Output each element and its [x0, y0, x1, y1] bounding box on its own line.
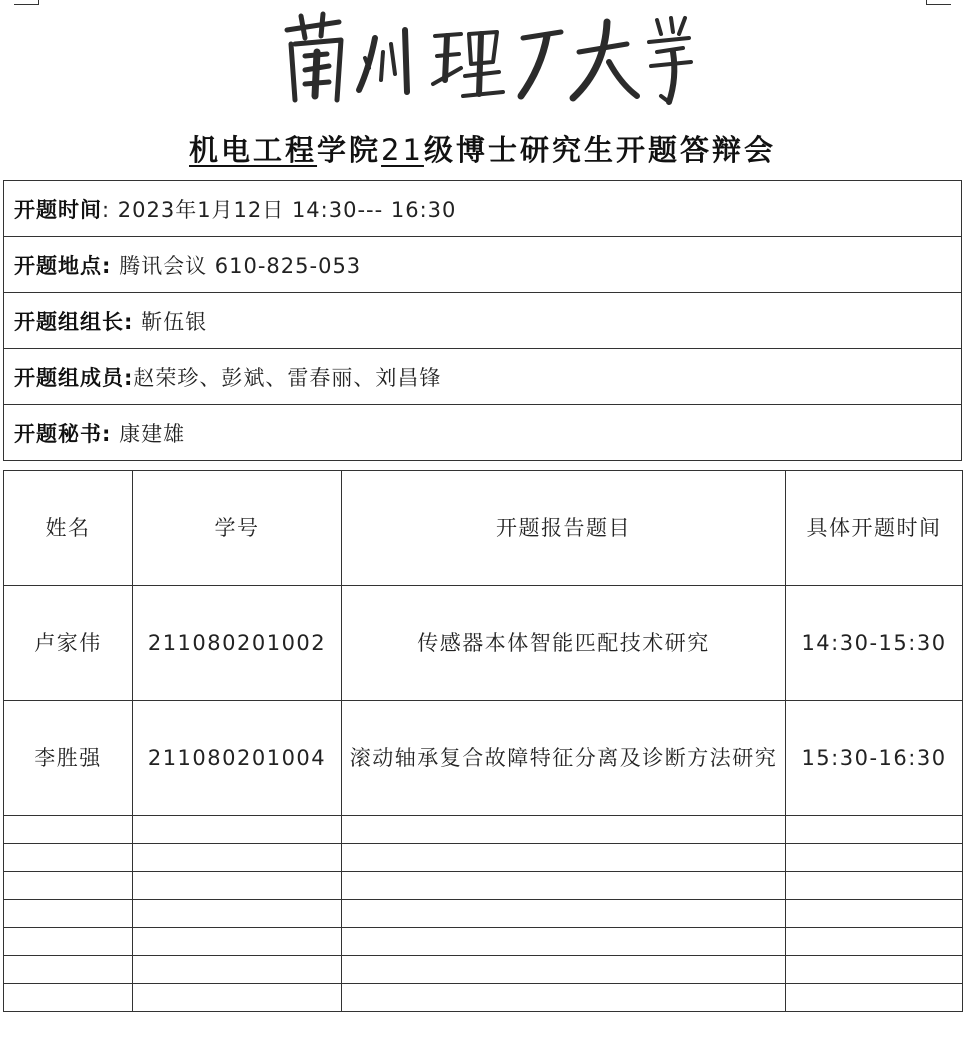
empty-cell: [786, 872, 963, 900]
report-time: 15:30-16:30: [786, 701, 963, 816]
empty-cell: [342, 872, 786, 900]
title-event: 级博士研究生开题答辩会: [423, 133, 776, 167]
time-value: : 2023年1月12日 14:30--- 16:30: [102, 197, 457, 222]
empty-cell: [4, 844, 133, 872]
empty-cell: [786, 900, 963, 928]
empty-cell: [133, 900, 342, 928]
empty-cell: [786, 956, 963, 984]
info-cell-time: [4, 181, 962, 237]
title-college-suffix: 学院: [317, 133, 382, 167]
empty-cell: [133, 928, 342, 956]
schedule-table: [3, 470, 963, 1012]
student-name: 卢家伟: [4, 586, 133, 701]
info-row-members: [4, 349, 962, 405]
empty-row: [4, 956, 963, 984]
info-row-time: [4, 181, 962, 237]
members-value: 赵荣珍、彭斌、雷春丽、刘昌锋: [133, 365, 442, 390]
empty-cell: [786, 928, 963, 956]
empty-cell: [133, 956, 342, 984]
place-label: 开题地点:: [14, 253, 112, 278]
empty-cell: [786, 844, 963, 872]
secretary-label: 开题秘书:: [14, 421, 112, 446]
info-cell-secretary: [4, 405, 962, 461]
empty-cell: [4, 900, 133, 928]
info-row-secretary: [4, 405, 962, 461]
info-cell-members: [4, 349, 962, 405]
info-cell-leader: [4, 293, 962, 349]
members-label: 开题组成员:: [14, 365, 134, 390]
title-college: 机电工程: [189, 133, 318, 167]
empty-cell: [786, 984, 963, 1012]
info-row-leader: [4, 293, 962, 349]
empty-cell: [4, 984, 133, 1012]
empty-cell: [133, 844, 342, 872]
corner-mark-right: [926, 0, 951, 5]
calligraphy-logo: [265, 8, 695, 108]
header-time: 具体开题时间: [786, 471, 963, 586]
info-row-place: [4, 237, 962, 293]
title-year: 21: [381, 133, 424, 167]
header-name: 姓名: [4, 471, 133, 586]
header-student-id: 学号: [133, 471, 342, 586]
empty-cell: [4, 956, 133, 984]
empty-row: [4, 844, 963, 872]
leader-value: 靳伍银: [133, 309, 208, 334]
report-time: 14:30-15:30: [786, 586, 963, 701]
leader-label: 开题组组长:: [14, 309, 134, 334]
empty-row: [4, 900, 963, 928]
university-logo: [265, 8, 695, 108]
empty-cell: [4, 816, 133, 844]
empty-cell: [342, 956, 786, 984]
empty-row: [4, 816, 963, 844]
empty-row: [4, 872, 963, 900]
secretary-value: 康建雄: [111, 421, 186, 446]
info-table: [3, 180, 962, 461]
report-topic: 传感器本体智能匹配技术研究: [342, 586, 786, 701]
empty-cell: [342, 816, 786, 844]
table-row: [4, 701, 963, 816]
place-value: 腾讯会议 610-825-053: [111, 253, 362, 278]
empty-cell: [342, 928, 786, 956]
empty-row: [4, 928, 963, 956]
empty-cell: [786, 816, 963, 844]
student-id: 211080201002: [133, 586, 342, 701]
info-cell-place: [4, 237, 962, 293]
report-topic: 滚动轴承复合故障特征分离及诊断方法研究: [342, 701, 786, 816]
empty-cell: [133, 872, 342, 900]
table-header-row: [4, 471, 963, 586]
time-label: 开题时间: [14, 197, 102, 222]
empty-cell: [342, 984, 786, 1012]
empty-cell: [133, 816, 342, 844]
empty-cell: [133, 984, 342, 1012]
empty-cell: [342, 900, 786, 928]
student-id: 211080201004: [133, 701, 342, 816]
empty-cell: [342, 844, 786, 872]
header-topic: 开题报告题目: [342, 471, 786, 586]
empty-row: [4, 984, 963, 1012]
student-name: 李胜强: [4, 701, 133, 816]
empty-cell: [4, 928, 133, 956]
empty-cell: [4, 872, 133, 900]
page-title: [0, 128, 965, 169]
table-row: [4, 586, 963, 701]
corner-mark-left: [14, 0, 39, 5]
